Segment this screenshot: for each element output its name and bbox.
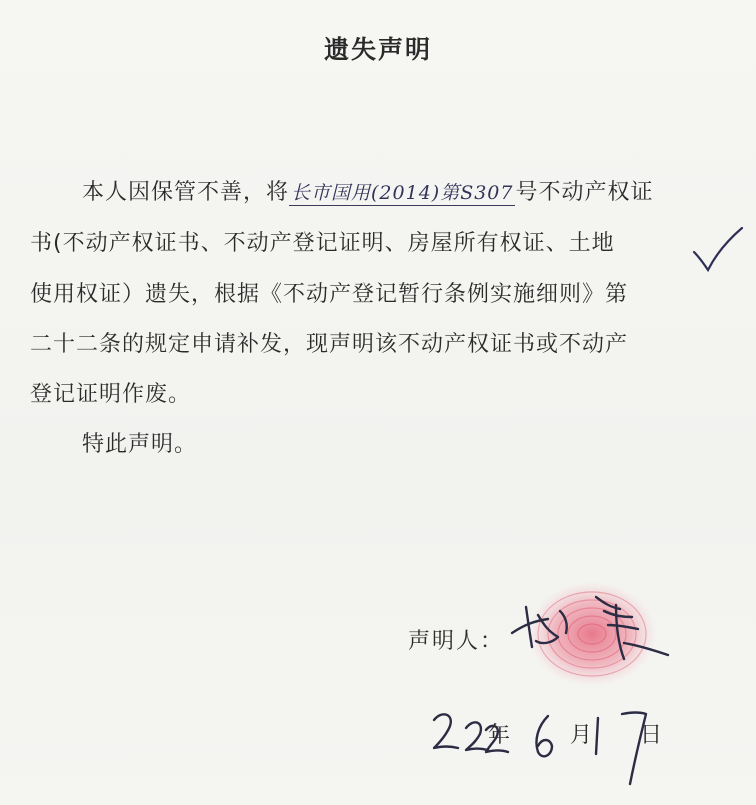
paragraph-line-1 — [82, 181, 654, 206]
line1-text-b: 号不动产权证 — [515, 180, 654, 205]
handwritten-date — [430, 700, 670, 790]
date-year-suffix: 年 — [488, 723, 511, 748]
date-day-suffix: 日 — [640, 723, 663, 748]
handwritten-signature — [508, 585, 678, 670]
document-title: 遗失声明 — [323, 35, 432, 64]
declarant-label: 声明人： — [408, 629, 505, 654]
handwritten-certificate-number: 长市国用(2014)第S307 — [291, 182, 514, 204]
checkmark-icon — [690, 224, 746, 280]
paragraph-line-4: 二十二条的规定申请补发，现声明该不动产权证书或不动产 — [30, 332, 629, 357]
paragraph-line-5: 登记证明作废。 — [30, 382, 192, 407]
paragraph-line-2: 书(不动产权证书、不动产登记证明、房屋所有权证、土地 — [30, 231, 615, 256]
closing-statement: 特此声明。 — [82, 432, 198, 457]
paragraph-line-3: 使用权证）遗失，根据《不动产登记暂行条例实施细则》第 — [30, 282, 629, 307]
date-month-suffix: 月 — [570, 723, 593, 748]
line1-text-a: 本人因保管不善，将 — [82, 180, 290, 205]
